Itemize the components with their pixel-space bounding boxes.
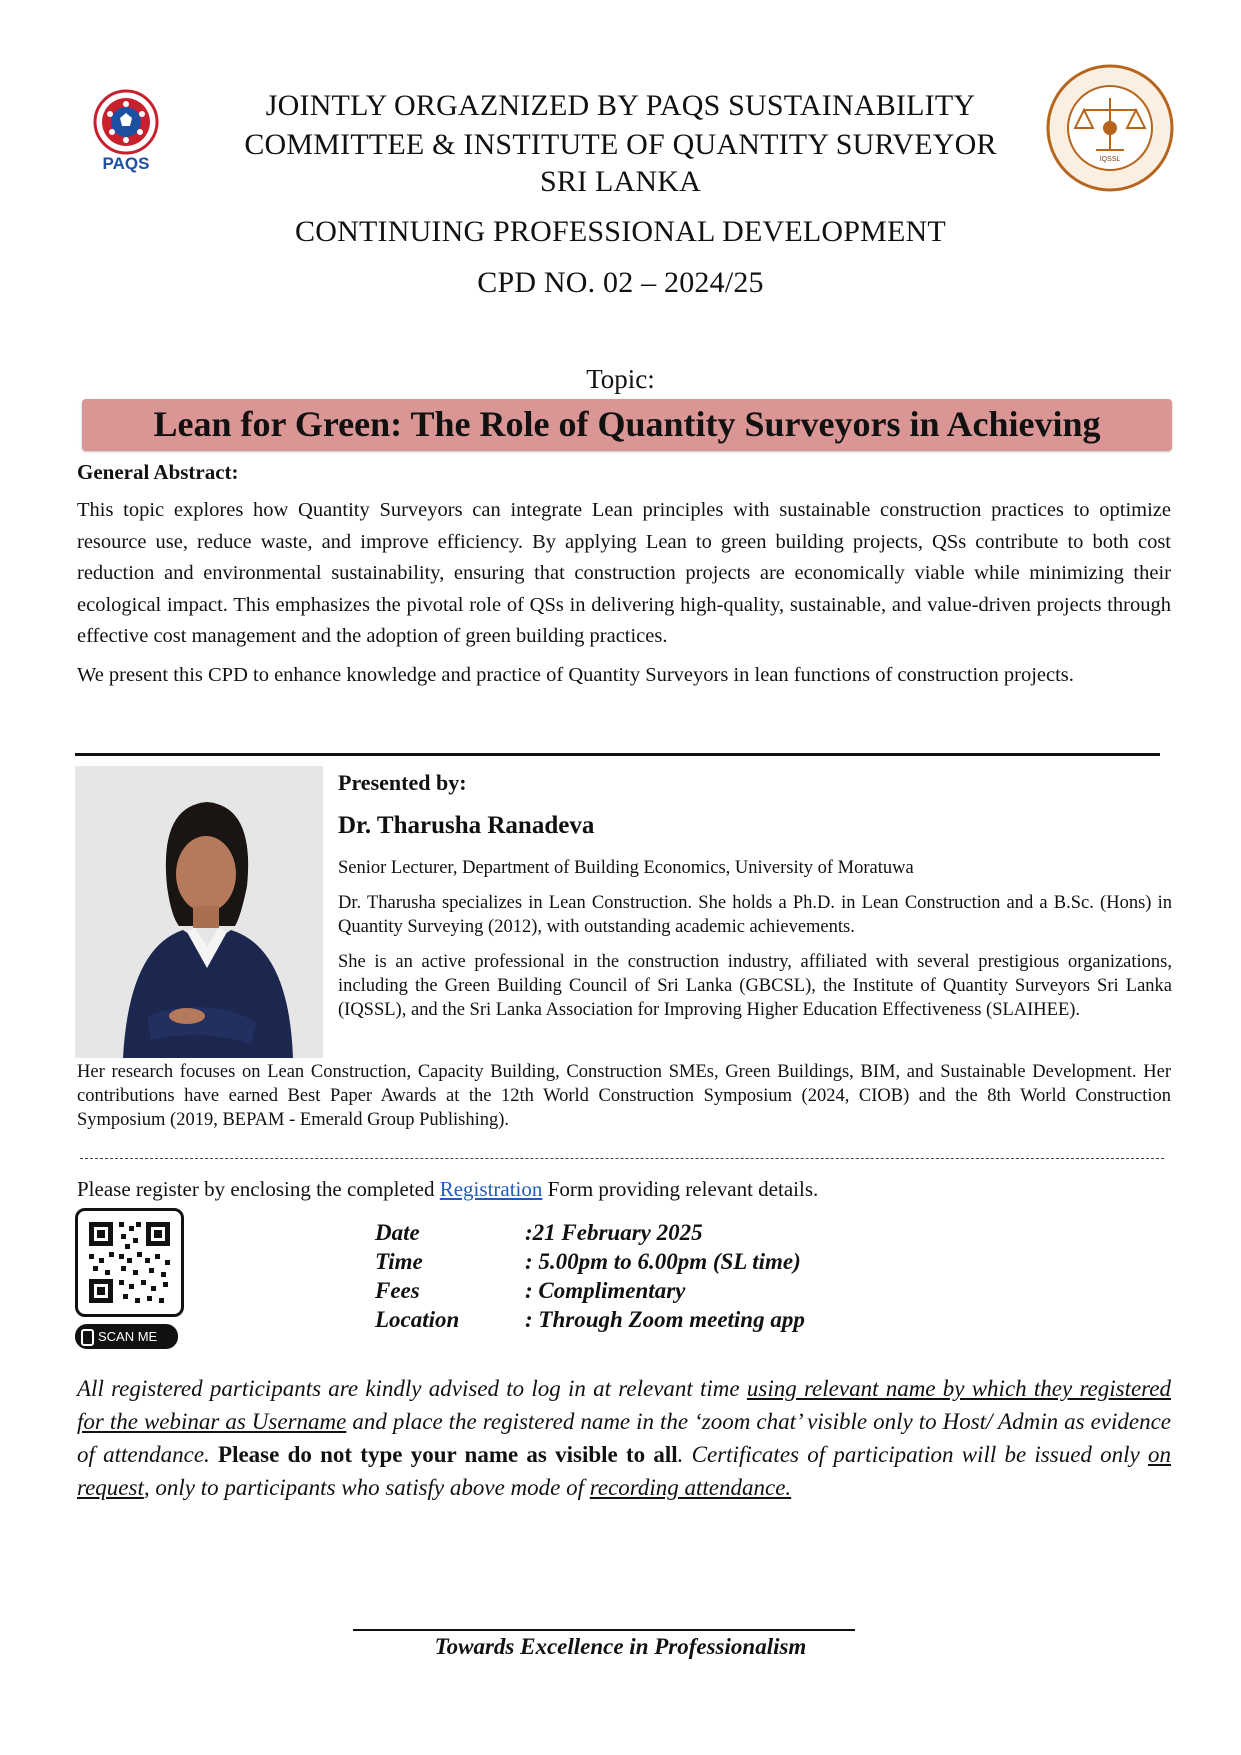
notice-recording-attendance: recording attendance. <box>589 1475 792 1500</box>
abstract-heading: General Abstract: <box>77 460 239 484</box>
detail-label: Time <box>375 1249 423 1274</box>
detail-label: Location <box>375 1307 460 1332</box>
presenter-bio-3: Her research focuses on Lean Construction, Capacity Building, Construction SMEs, Green Buildings, BIM, and Sustainable Development. Her contributions have earned Best Paper Awards at the 12th World Construction Symposium (2024, CIOB) and the 8th World Construction Symposium (2019, BEPAM - Emerald Group Publishing). <box>77 1062 1171 1130</box>
detail-label: Date <box>375 1220 420 1245</box>
cpd-number: CPD NO. 02 – 2024/25 <box>477 266 764 299</box>
notice-username-rule: using relevant name by which they registered for the webinar as Username <box>77 1376 1171 1434</box>
notice-warning: Please do not type your name as visible to all <box>218 1442 678 1467</box>
topic-label: Topic: <box>586 364 655 394</box>
detail-value: : 5.00pm to 6.00pm (SL time) <box>525 1249 801 1274</box>
event-details <box>375 1218 805 1334</box>
presenter-bio-1: Dr. Tharusha specializes in Lean Construction. She holds a Ph.D. in Lean Construction and a B.Sc. (Hons) in Quantity Surveying (2012), with outstanding academic achievements. <box>338 893 1172 937</box>
registration-instructions <box>77 1177 818 1202</box>
phone-icon <box>81 1329 94 1346</box>
presenter-photo <box>75 766 323 1058</box>
notice-part: , only to participants who satisfy above mode of <box>143 1475 590 1500</box>
notice-part: . Certificates of participation will be issued only <box>677 1442 1148 1467</box>
notice-part: and place the registered name in the ‘zoom chat’ visible only to Host/ Admin as evidence of attendance. <box>77 1409 1171 1467</box>
scan-me-badge <box>75 1324 178 1349</box>
presenter-bio-2: She is an active professional in the construction industry, affiliated with several prestigious organizations, including the Green Building Council of Sri Lanka (GBCSL), the Institute of Quantity Surveyors Sri Lanka (IQSSL), and the Sri Lanka Association for Improving Higher Education Effectiveness (SLAIHEE). <box>338 952 1172 1020</box>
detail-row-time <box>375 1247 805 1276</box>
organizer-line-3: SRI LANKA <box>540 165 701 198</box>
presenter-name: Dr. Tharusha Ranadeva <box>338 812 595 839</box>
topic-title: Lean for Green: The Role of Quantity Surveyors in Achieving <box>82 399 1172 451</box>
registration-text-after: Form providing relevant details. <box>542 1177 819 1201</box>
detail-label: Fees <box>375 1278 420 1303</box>
section-divider <box>75 753 1160 756</box>
organizer-line-2: COMMITTEE & INSTITUTE OF QUANTITY SURVEYOR <box>244 128 997 161</box>
paqs-logo-abbr: PAQS <box>102 154 150 173</box>
notice-part: All registered participants are kindly advised to log in at relevant time <box>77 1376 747 1401</box>
notice-on-request: on request <box>77 1442 1171 1500</box>
detail-row-fees <box>375 1276 805 1305</box>
organizer-line-1: JOINTLY ORGAZNIZED BY PAQS SUSTAINABILITY <box>265 89 976 122</box>
detail-value: : Through Zoom meeting app <box>525 1307 805 1332</box>
detail-row-date <box>375 1218 805 1247</box>
footer-rule <box>353 1629 855 1631</box>
footer-tagline: Towards Excellence in Professionalism <box>434 1634 807 1659</box>
scan-me-label: SCAN ME <box>98 1329 158 1344</box>
dashed-divider <box>80 1158 1164 1159</box>
registration-text-before: Please register by enclosing the completed <box>77 1177 440 1201</box>
detail-value: : Complimentary <box>525 1278 686 1303</box>
presented-by-heading: Presented by: <box>338 770 467 795</box>
iqssl-logo-abbr: IQSSL <box>1099 156 1121 163</box>
abstract-paragraph-2: We present this CPD to enhance knowledge and practice of Quantity Surveyors in lean functions of construction projects. <box>77 664 1074 686</box>
registration-qr-code[interactable] <box>75 1208 184 1317</box>
detail-row-location <box>375 1305 805 1334</box>
registration-link[interactable]: Registration <box>439 1177 543 1201</box>
detail-value: :21 February 2025 <box>525 1220 703 1245</box>
program-title: CONTINUING PROFESSIONAL DEVELOPMENT <box>295 215 946 248</box>
abstract-paragraph-1: This topic explores how Quantity Surveyors can integrate Lean principles with sustainable construction practices to optimize resource use, reduce waste, and improve efficiency. By applying Lean to green building projects, QSs contribute to both cost reduction and environmental sustainability, ensuring that construction projects are economically viable while minimizing their ecological impact. This emphasizes the pivotal role of QSs in delivering high-quality, sustainable, and value-driven projects through effective cost management and the adoption of green building practices. <box>77 499 1171 647</box>
attendance-notice <box>77 1372 1171 1504</box>
presenter-position: Senior Lecturer, Department of Building Economics, University of Moratuwa <box>338 858 914 878</box>
